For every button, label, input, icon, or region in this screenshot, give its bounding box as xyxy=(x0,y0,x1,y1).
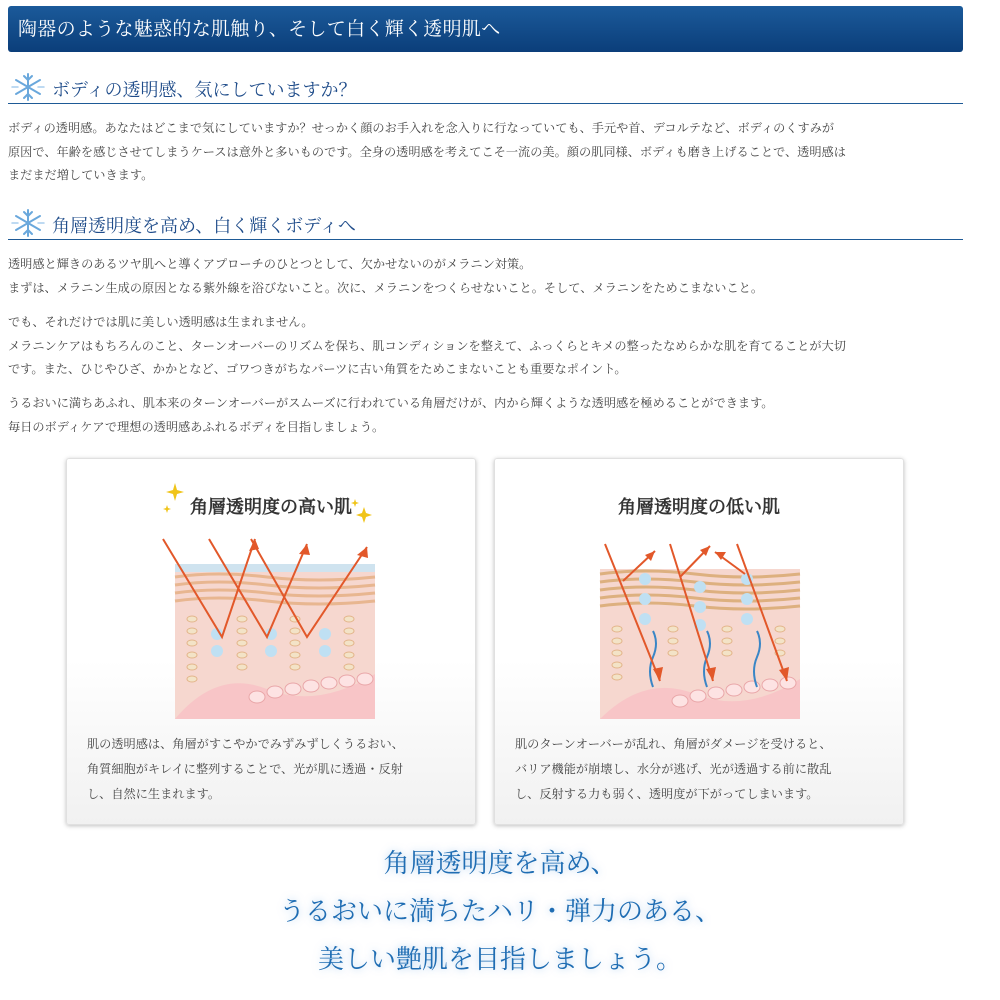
card-description xyxy=(87,732,467,807)
text-line: 原因で、年齢を感じさせてしまうケースは意外と多いものです。全身の透明感を考えてこそ一流の美。顔の肌同様、ボディも磨き上げることで、透明感は xyxy=(8,144,846,159)
text-line: ボディの透明感。あなたはどこまで気にしていますか？せっかく顔のお手入れを念入りに行なっていても、手元や首、デコルテなど、ボディのくすみが xyxy=(8,121,835,135)
snowflake-icon xyxy=(8,206,48,240)
card-title: 角層透明度の高い肌 xyxy=(190,497,352,518)
text-line: 角質細胞がキレイに整列することで、光が肌に透過・反射 xyxy=(87,762,403,776)
section2-paragraph-1 xyxy=(8,253,968,300)
card-low-transparency-skin xyxy=(494,458,904,825)
banner-title: 陶器のような魅惑的な肌触り、そして白く輝く透明肌へ xyxy=(18,18,501,40)
card-title: 角層透明度の低い肌 xyxy=(618,497,780,518)
text-line: まずは、メラニン生成の原因となる紫外線を浴びないこと。次に、メラニンをつくらせないこと。そして、メラニンをためこまないこと。 xyxy=(8,280,764,295)
section2-paragraph-2 xyxy=(8,311,968,382)
closing-line: 美しい艶肌を目指しましょう。 xyxy=(317,945,682,975)
text-line: 肌のターンオーバーが乱れ、角層がダメージを受けると、 xyxy=(515,737,832,751)
text-line: でも、それだけでは肌に美しい透明感は生まれません。 xyxy=(8,315,314,329)
text-line: 肌の透明感は、角層がすこやかでみずみずしくうるおい、 xyxy=(87,737,404,751)
page-banner xyxy=(8,6,963,52)
closing-line: 角層透明度を高め、 xyxy=(383,849,617,879)
text-line: まだまだ増していきます。 xyxy=(8,168,154,182)
section-heading-text: ボディの透明感、気にしていますか？ xyxy=(52,80,357,101)
section-heading-brighten-body xyxy=(8,210,963,240)
closing-message xyxy=(0,840,1000,984)
section-heading-body-transparency xyxy=(8,74,963,104)
text-line: 透明感と輝きのあるツヤ肌へと導くアプローチのひとつとして、欠かせないのがメラニン対策。 xyxy=(8,257,532,271)
text-line: うるおいに満ちあふれ、肌本来のターンオーバーがスムーズに行われている角層だけが、内から輝くような透明感を極めることができます。 xyxy=(8,396,774,410)
snowflake-icon xyxy=(8,70,48,104)
card-high-transparency-skin xyxy=(66,458,476,825)
text-line: です。また、ひじやひざ、かかとなど、ゴワつきがちなパーツに古い角質をためこまないことも重要なポイント。 xyxy=(8,362,627,376)
text-line: し、自然に生まれます。 xyxy=(87,787,221,801)
section1-paragraph xyxy=(8,117,968,188)
closing-line: うるおいに満ちたハリ・弾力のある、 xyxy=(278,897,721,927)
text-line: し、反射する力も弱く、透明度が下がってしまいます。 xyxy=(515,787,819,801)
text-line: メラニンケアはもちろんのこと、ターンオーバーのリズムを保ち、肌コンディションを整えて、ふっくらとキメの整ったなめらかな肌を育てることが大切 xyxy=(8,338,846,353)
card-description xyxy=(515,732,895,807)
text-line: バリア機能が崩壊し、水分が逃げ、光が透過する前に散乱 xyxy=(515,762,832,776)
text-line: 毎日のボディケアで理想の透明感あふれるボディを目指しましょう。 xyxy=(8,419,385,434)
section2-paragraph-3 xyxy=(8,392,968,439)
section-heading-text: 角層透明度を高め、白く輝くボディへ xyxy=(52,216,356,237)
